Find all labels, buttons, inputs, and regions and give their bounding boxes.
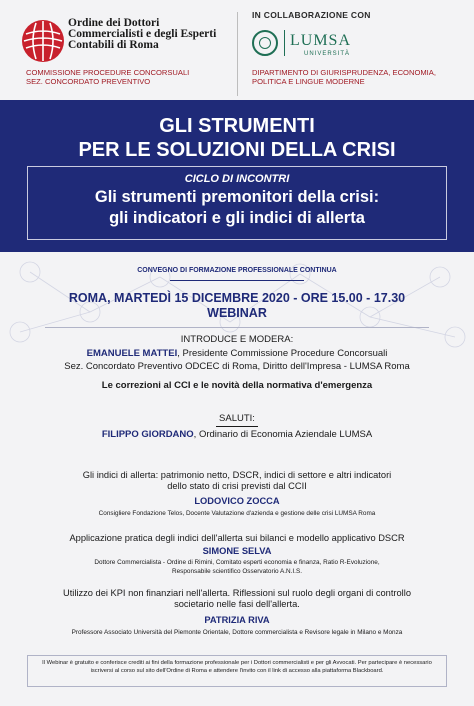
intro-topic: Le correzioni al CCI e le novità della normativa d'emergenza — [101, 380, 373, 391]
main-title-line2: PER LE SOLUZIONI DELLA CRISI — [78, 139, 396, 161]
lumsa-department — [252, 68, 462, 86]
talk-1-title — [0, 470, 474, 492]
header-divider — [237, 12, 238, 96]
talk-3-title-line1: Utilizzo dei KPI non finanziari nell'allerta. Riflessioni sul ruolo degli organi di controllo — [62, 588, 411, 598]
saluti-label: SALUTI: — [219, 413, 255, 424]
talk-1-speaker: LODOVICO ZOCCA — [194, 496, 280, 506]
talk-1-title-line1: Gli indici di allerta: patrimonio netto, DSCR, indici di settore e altri indicatori — [82, 470, 392, 480]
intro-speaker — [0, 348, 474, 359]
subtitle-line2: gli indicatori e gli indici di allerta — [109, 209, 365, 227]
collab-label: IN COLLABORAZIONE CON — [252, 10, 371, 20]
divider-short — [170, 280, 304, 281]
talk-1-title-line2: dello stato di crisi previsti dal CCII — [167, 481, 307, 491]
subtitle — [27, 187, 447, 229]
ciclo-label: CICLO DI INCONTRI — [184, 173, 290, 185]
talk-2-title: Applicazione pratica degli indici dell'allerta sui bilanci e modello applicativo DSCR — [69, 533, 405, 543]
lumsa-dept-line1: DIPARTIMENTO DI GIURISPRUDENZA, ECONOMIA, — [252, 68, 436, 77]
lumsa-dept-line2: POLITICA E LINGUE MODERNE — [252, 77, 365, 86]
main-title — [0, 114, 474, 162]
globe-icon — [22, 20, 64, 62]
talk-3-speaker: PATRIZIA RIVA — [204, 615, 270, 625]
participation-note: Il Webinar è gratuito e conferisce crediti ai fini della formazione professionale per i Dottori commercialisti e per gli Avvocati. Per partecipare è necessario iscriversi al corso sul sito dell'Ordine di Roma e attendere l'invito con il link di accesso alla piattaforma Blackboard. — [27, 655, 447, 687]
odc-logo — [22, 20, 64, 62]
talk-3-affiliation: Professore Associato Università del Piemonte Orientale, Dottore commercialista e Revisore legale in Milano e Monza — [71, 629, 403, 636]
intro-speaker-name: EMANUELE MATTEI — [86, 348, 178, 359]
lumsa-logo-name: LUMSA — [290, 32, 352, 49]
talk-2-affiliation-line1: Dottore Commercialista - Ordine di Rimini, Comitato esperti economia e finanza, Ratio R-Evoluzione, — [94, 559, 380, 566]
talk-3-title — [0, 588, 474, 610]
divider-long — [45, 327, 429, 328]
webinar-label: WEBINAR — [207, 306, 267, 320]
odc-title: Ordine dei Dottori Commercialisti e degli Esperti Contabili di Roma — [68, 17, 217, 51]
saluti-speaker-name: FILIPPO GIORDANO — [101, 429, 194, 440]
talk-3-title-line2: societario nelle fasi dell'allerta. — [174, 599, 300, 609]
header — [0, 0, 474, 100]
event-date: ROMA, MARTEDÌ 15 DICEMBRE 2020 - ORE 15.00 - 17.30 — [68, 291, 406, 305]
lumsa-logo-sub: UNIVERSITÀ — [304, 51, 351, 57]
main-title-line1: GLI STRUMENTI — [159, 115, 315, 137]
convegno-label: CONVEGNO DI FORMAZIONE PROFESSIONALE CONTINUA — [137, 267, 337, 274]
talk-2-speaker: SIMONE SELVA — [202, 546, 272, 556]
odc-commission-line2: SEZ. CONCORDATO PREVENTIVO — [26, 77, 151, 86]
intro-speaker-role: , Presidente Commissione Procedure Concorsuali — [177, 348, 388, 359]
subtitle-line1: Gli strumenti premonitori della crisi: — [94, 188, 380, 206]
lumsa-separator — [284, 30, 285, 56]
odc-commission-line1: COMMISSIONE PROCEDURE CONCORSUALI — [26, 68, 190, 77]
saluti-underline — [216, 426, 258, 427]
saluti-speaker — [0, 429, 474, 440]
intro-label: INTRODUCE E MODERA: — [180, 334, 294, 345]
saluti-speaker-role: , Ordinario di Economia Aziendale LUMSA — [193, 429, 373, 440]
talk-2-affiliation-line2: Responsabile scientifico Osservatorio A.N.I.S. — [172, 568, 302, 575]
lumsa-seal-icon — [252, 30, 278, 56]
talk-1-affiliation: Consigliere Fondazione Telos, Docente Valutazione d'azienda e gestione delle crisi LUMSA Roma — [98, 510, 376, 517]
odc-commission — [26, 68, 226, 86]
intro-role-line2: Sez. Concordato Preventivo ODCEC di Roma, Diritto dell'Impresa - LUMSA Roma — [64, 361, 410, 372]
